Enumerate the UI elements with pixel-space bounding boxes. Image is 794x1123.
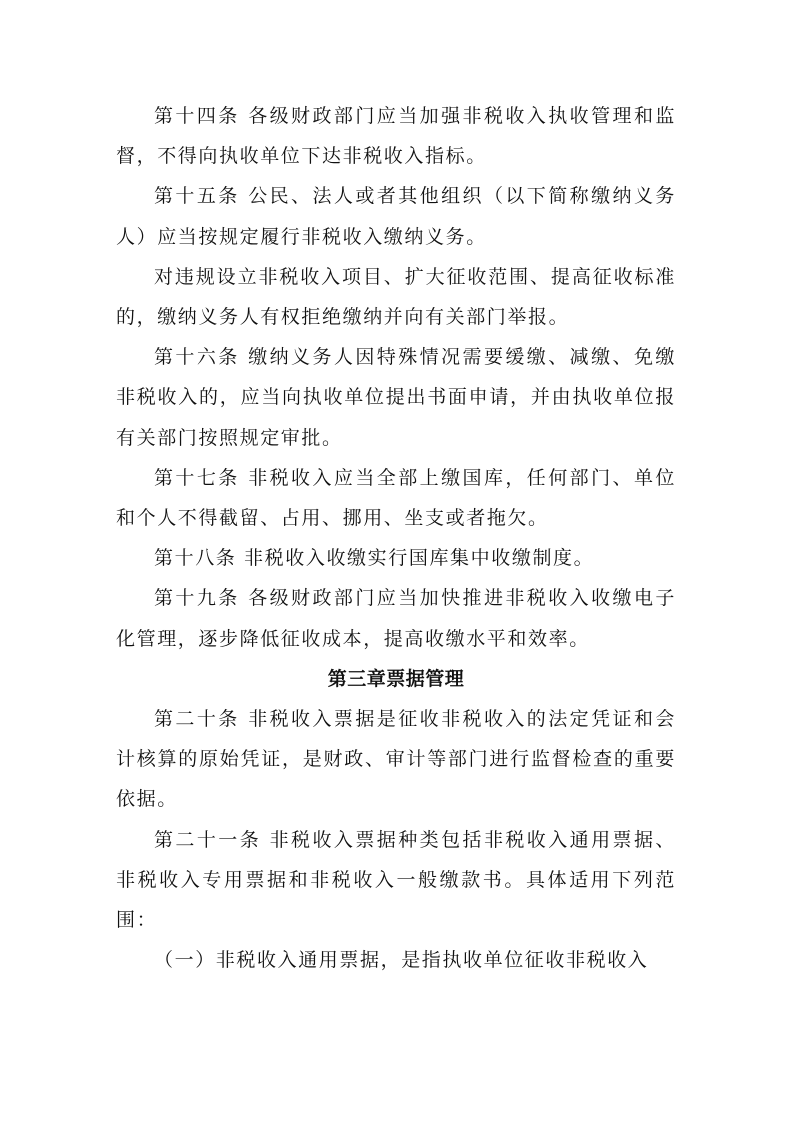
chapter-number: 第三章 <box>327 667 387 690</box>
article-15: 第十五条 公民、法人或者其他组织（以下简称缴纳义务人）应当按规定履行非税收入缴纳义务。 <box>116 185 676 248</box>
article-21: 第二十一条 非税收入票据种类包括非税收入通用票据、非税收入专用票据和非税收入一般缴款书。具体适用下列范围： <box>116 828 676 932</box>
article-16: 第十六条 缴纳义务人因特殊情况需要缓缴、减缴、免缴非税收入的，应当向执收单位提出书面申请，并由执收单位报有关部门按照规定审批。 <box>116 346 676 449</box>
chapter-heading <box>116 659 676 699</box>
document-body <box>116 96 676 980</box>
article-18: 第十八条 非税收入收缴实行国库集中收缴制度。 <box>154 547 595 570</box>
article-20: 第二十条 非税收入票据是征收非税收入的法定凭证和会计核算的原始凭证，是财政、审计等部门进行监督检查的重要依据。 <box>116 708 676 811</box>
chapter-title: 票据管理 <box>386 667 465 690</box>
article-17: 第十七条 非税收入应当全部上缴国库，任何部门、单位和个人不得截留、占用、挪用、坐支或者拖欠。 <box>116 466 676 530</box>
article-19: 第十九条 各级财政部门应当加快推进非税收入收缴电子化管理，逐步降低征收成本，提高收缴水平和效率。 <box>116 587 676 650</box>
article-14: 第十四条 各级财政部门应当加强非税收入执收管理和监督，不得向执收单位下达非税收入指标。 <box>116 105 676 168</box>
article-15-paragraph-2: 对违规设立非税收入项目、扩大征收范围、提高征收标准的，缴纳义务人有权拒绝缴纳并向有关部门举报。 <box>116 265 676 329</box>
article-21-item-1: （一）非税收入通用票据，是指执收单位征收非税收入 <box>154 949 649 972</box>
